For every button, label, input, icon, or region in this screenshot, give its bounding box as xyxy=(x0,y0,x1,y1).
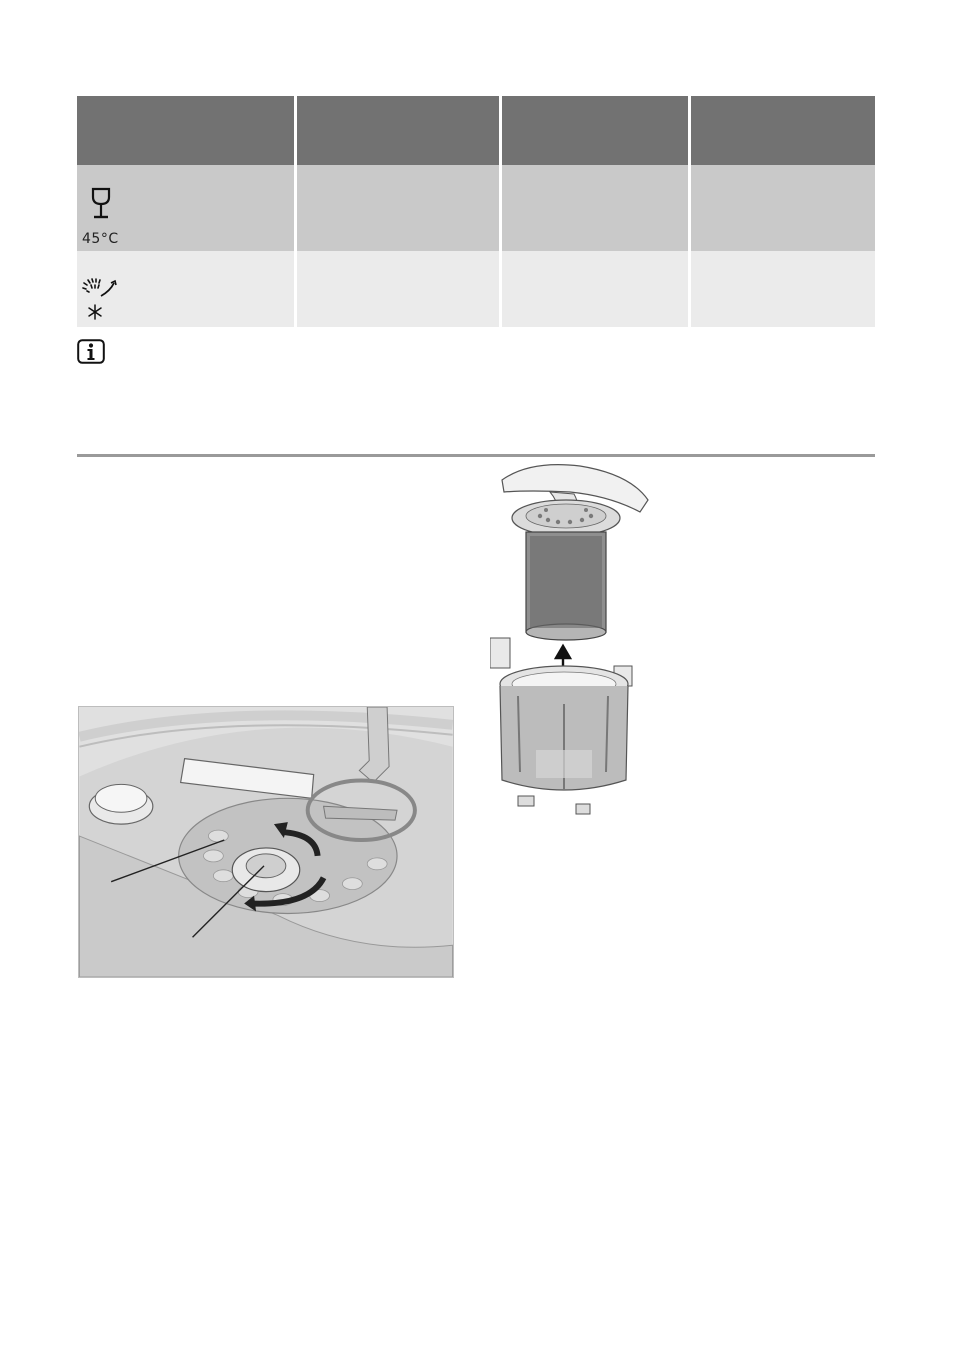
table-header-cell xyxy=(77,96,294,165)
table-cell xyxy=(297,165,499,251)
programme-cell xyxy=(77,251,294,327)
table-cell xyxy=(691,165,875,251)
table-cell xyxy=(502,165,688,251)
table-header-row xyxy=(77,96,875,165)
table-row xyxy=(77,165,875,251)
programme-temperature: 45°C xyxy=(82,231,119,247)
table-row xyxy=(77,251,875,327)
info-icon xyxy=(77,339,105,364)
rinse-spray-icon xyxy=(81,277,119,299)
programme-cell xyxy=(77,165,294,251)
section-divider xyxy=(77,454,875,457)
table-cell xyxy=(502,251,688,327)
programme-table xyxy=(77,96,875,327)
table-header-cell xyxy=(502,96,688,165)
filter-assembly-illustration xyxy=(490,460,660,830)
table-header-cell xyxy=(691,96,875,165)
table-cell xyxy=(691,251,875,327)
table-header-cell xyxy=(297,96,499,165)
dishwasher-filter-illustration xyxy=(78,706,454,978)
asterisk-icon xyxy=(87,304,103,320)
wine-glass-icon xyxy=(89,187,113,221)
table-cell xyxy=(297,251,499,327)
